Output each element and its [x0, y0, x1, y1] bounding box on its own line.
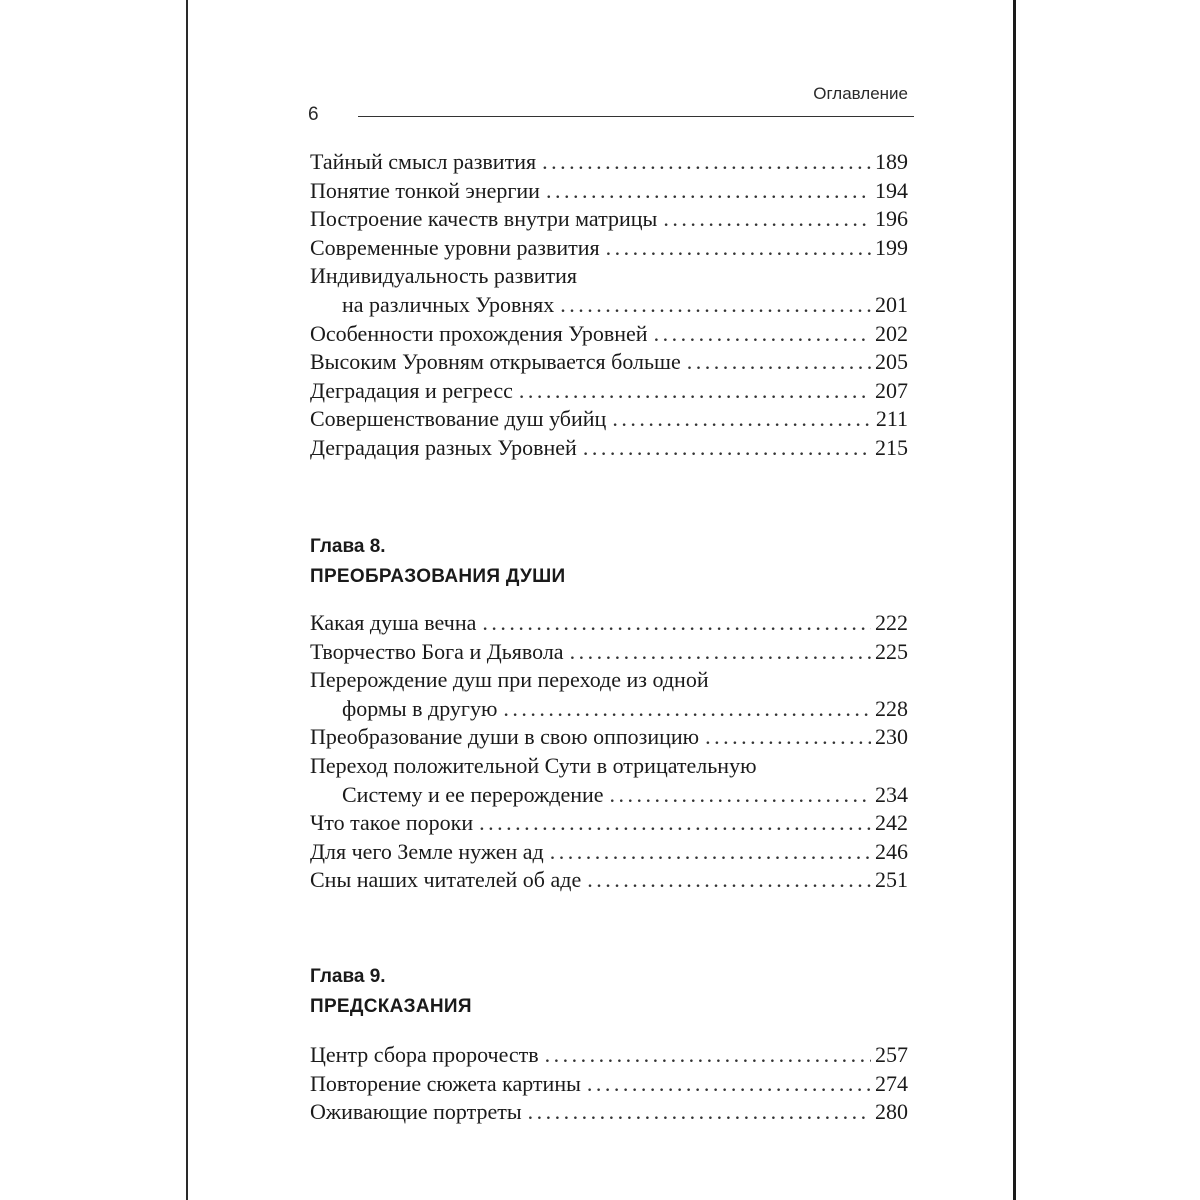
toc-chapter-9	[310, 1041, 908, 1127]
toc-entry	[310, 262, 908, 319]
toc-entry	[310, 177, 908, 206]
toc-entry-page: 215	[875, 434, 908, 460]
toc-leader-dots	[542, 148, 871, 177]
toc-entry	[310, 666, 908, 723]
toc-leader-dots	[479, 809, 871, 838]
toc-entry-title: Деградация и регресс	[310, 377, 513, 403]
toc-entry-page: 228	[875, 695, 908, 721]
toc-entry-title: Особенности прохождения Уровней	[310, 320, 648, 346]
toc-leader-dots	[519, 377, 871, 406]
toc-entry-page: 202	[875, 320, 908, 346]
toc-entry	[310, 838, 908, 867]
toc-leader-dots	[583, 434, 871, 463]
toc-entry-title: Построение качеств внутри матрицы	[310, 206, 658, 232]
toc-entry	[310, 234, 908, 263]
header-rule	[358, 116, 914, 117]
toc-entry-page: 205	[875, 349, 908, 375]
toc-leader-dots	[606, 234, 871, 263]
toc-entry-title-line2: на различных Уровнях	[342, 291, 555, 317]
running-title: Оглавление	[813, 84, 908, 103]
toc-entry	[310, 377, 908, 406]
toc-entry-page: 257	[875, 1042, 908, 1067]
toc-leader-dots	[663, 205, 871, 234]
toc-entry-page: 251	[875, 867, 908, 893]
toc-entry	[310, 809, 908, 838]
toc-entry-page: 207	[875, 377, 908, 403]
toc-leader-dots	[612, 405, 871, 434]
toc-entry-page: 211	[875, 406, 908, 432]
toc-entry-title-line1: Индивидуальность развития	[310, 263, 578, 289]
toc-entry-title: Тайный смысл развития	[310, 149, 537, 174]
toc-entry-page: 242	[875, 810, 908, 836]
toc-entry-title: Понятие тонкой энергии	[310, 177, 540, 203]
page-edge-right	[1013, 0, 1016, 1200]
toc-entry	[310, 638, 908, 667]
toc-entry-title: Высоким Уровням открывается больше	[310, 349, 681, 375]
toc-entry	[310, 348, 908, 377]
toc-entry	[310, 320, 908, 349]
toc-entry	[310, 434, 908, 463]
toc-entry-title: Творчество Бога и Дьявола	[310, 638, 564, 664]
page-edge-left	[186, 0, 188, 1200]
toc-leader-dots	[705, 723, 871, 752]
toc-leader-dots	[528, 1098, 871, 1127]
toc-leader-dots	[687, 348, 871, 377]
toc-entry-title: Что такое пороки	[310, 810, 474, 836]
toc-entry-title: Какая душа вечна	[310, 610, 477, 635]
toc-entry-title: Деградация разных Уровней	[310, 434, 577, 460]
toc-leader-dots	[560, 291, 871, 320]
toc-leader-dots	[587, 1070, 871, 1099]
toc-entry	[310, 405, 908, 434]
toc-entry-page: 274	[875, 1070, 908, 1096]
toc-section-continued	[310, 148, 908, 463]
toc-entry-page: 222	[875, 610, 908, 635]
toc-list	[310, 609, 908, 895]
toc-entry	[310, 723, 908, 752]
chapter-label: Глава 8.	[310, 536, 386, 557]
toc-entry	[310, 609, 908, 638]
toc-leader-dots	[550, 838, 871, 867]
toc-leader-dots	[546, 177, 871, 206]
toc-entry-page: 225	[875, 638, 908, 664]
toc-list	[310, 1041, 908, 1127]
toc-leader-dots	[545, 1041, 871, 1070]
page-number: 6	[308, 104, 319, 125]
toc-leader-dots	[610, 781, 871, 810]
toc-entry-title: Оживающие портреты	[310, 1099, 522, 1125]
toc-entry-page: 196	[875, 206, 908, 232]
toc-entry-title-line1: Перерождение душ при переходе из одной	[310, 667, 709, 693]
chapter-9-heading	[310, 962, 472, 1022]
toc-entry	[310, 205, 908, 234]
toc-entry-title-line2: Систему и ее перерождение	[342, 781, 604, 807]
toc-entry-title-line2: формы в другую	[342, 695, 498, 721]
toc-entry-page: 234	[875, 781, 908, 807]
toc-entry	[310, 866, 908, 895]
toc-entry-title: Сны наших читателей об аде	[310, 867, 582, 893]
chapter-label: Глава 9.	[310, 966, 386, 987]
toc-entry-title: Для чего Земле нужен ад	[310, 838, 544, 864]
toc-entry-title: Совершенствование душ убийц	[310, 406, 607, 432]
chapter-title: ПРЕДСКАЗАНИЯ	[310, 996, 472, 1017]
toc-chapter-8	[310, 609, 908, 895]
toc-entry	[310, 1041, 908, 1070]
toc-entry-title: Повторение сюжета картины	[310, 1070, 581, 1096]
toc-list	[310, 148, 908, 463]
toc-entry-title: Преобразование души в свою оппозицию	[310, 724, 700, 750]
toc-entry-title-line1: Переход положительной Сути в отрицательную	[310, 752, 757, 778]
toc-entry	[310, 1098, 908, 1127]
chapter-8-heading	[310, 532, 565, 592]
toc-entry-page: 194	[875, 177, 908, 203]
running-head	[308, 84, 908, 124]
toc-entry	[310, 148, 908, 177]
toc-entry-page: 199	[875, 234, 908, 260]
toc-entry-page: 189	[875, 149, 908, 174]
toc-entry-title: Центр сбора пророчеств	[310, 1042, 539, 1067]
toc-entry	[310, 752, 908, 809]
toc-entry-page: 230	[875, 724, 908, 750]
toc-leader-dots	[570, 638, 871, 667]
toc-entry-title: Современные уровни развития	[310, 234, 600, 260]
toc-entry	[310, 1070, 908, 1099]
toc-leader-dots	[587, 866, 871, 895]
toc-entry-page: 280	[875, 1099, 908, 1125]
toc-entry-page: 246	[875, 838, 908, 864]
chapter-title: ПРЕОБРАЗОВАНИЯ ДУШИ	[310, 566, 566, 587]
toc-leader-dots	[654, 320, 871, 349]
toc-entry-page: 201	[875, 291, 908, 317]
toc-leader-dots	[503, 695, 871, 724]
toc-leader-dots	[482, 609, 871, 638]
